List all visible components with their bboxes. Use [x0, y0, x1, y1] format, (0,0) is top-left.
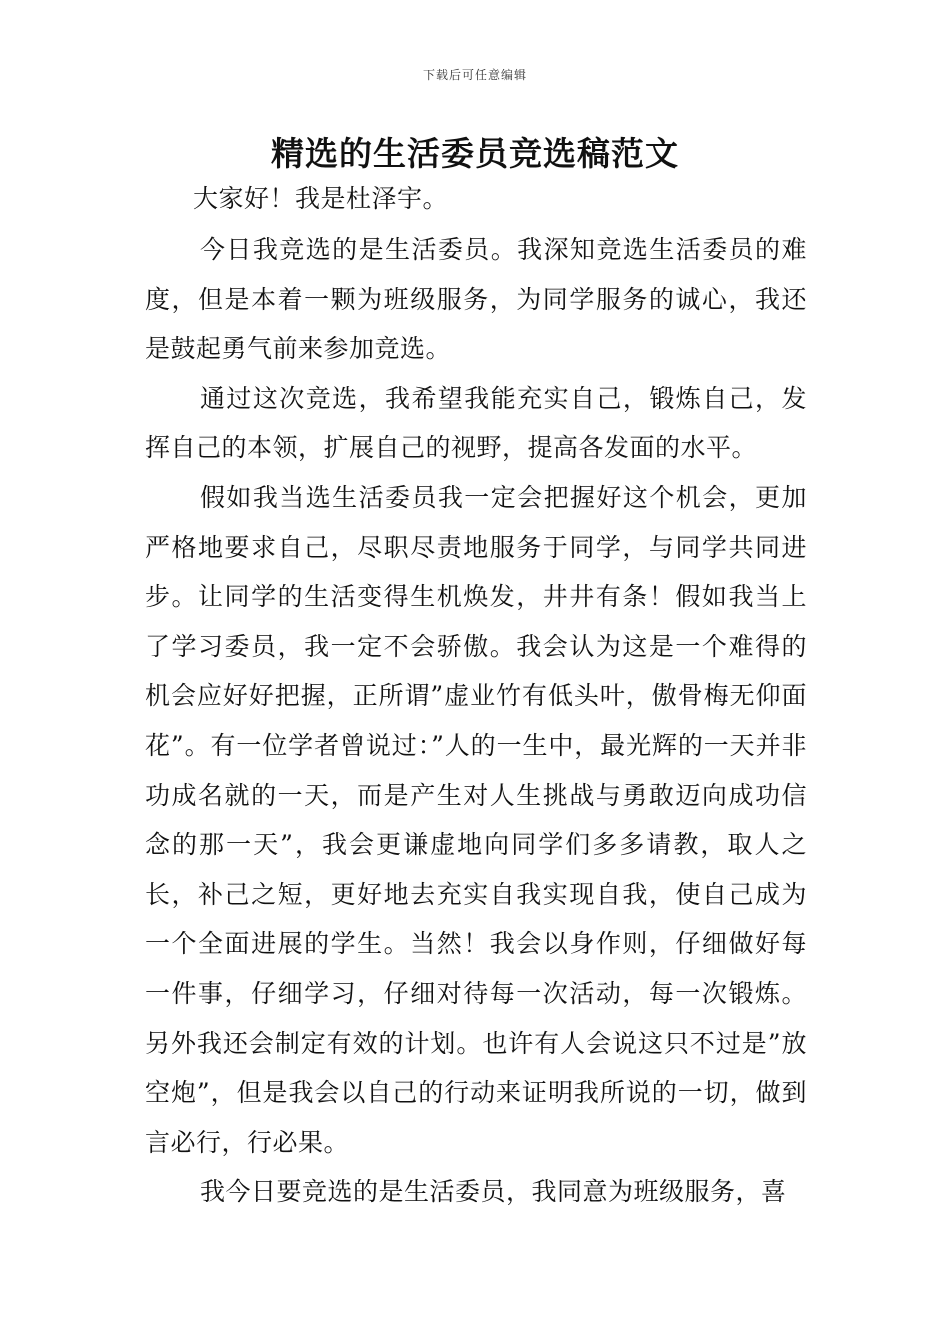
document-title: 精选的生活委员竞选稿范文 — [271, 134, 679, 173]
document-body — [145, 174, 807, 1217]
paragraph-1: 今日我竞选的是生活委员。我深知竞选生活委员的难度，但是本着一颗为班级服务，为同学服务的诚心，我还是鼓起勇气前来参加竞选。 — [145, 235, 807, 364]
paragraph-3: 假如我当选生活委员我一定会把握好这个机会，更加严格地要求自己，尽职尽责地服务于同学，与同学共同进步。让同学的生活变得生机焕发，井井有条！假如我当上了学习委员，我一定不会骄傲。我会认为这是一个难得的机会应好好把握，正所谓”虚业竹有低头叶，傲骨梅无仰面花”。有一位学者曾说过：”人的一生中，最光辉的一天并非功成名就的一天，而是产生对人生挑战与勇敢迈向成功信念的那一天”，我会更谦虚地向同学们多多请教，取人之长，补己之短，更好地去充实自我实现自我，使自己成为一个全面进展的学生。当然！我会以身作则，仔细做好每一件事，仔细学习，仔细对待每一次活动，每一次锻炼。另外我还会制定有效的计划。也许有人会说这只不过是”放空炮”，但是我会以自己的行动来证明我所说的一切，做到言必行，行必果。 — [145, 482, 807, 1157]
paragraph-2: 通过这次竞选，我希望我能充实自己，锻炼自己，发挥自己的本领，扩展自己的视野，提高各发面的水平。 — [145, 383, 807, 463]
header-note: 下载后可任意编辑 — [422, 68, 527, 82]
paragraph-4: 我今日要竞选的是生活委员，我同意为班级服务，喜 — [200, 1177, 787, 1207]
greeting-line: 大家好！我是杜泽宇。 — [193, 184, 449, 213]
